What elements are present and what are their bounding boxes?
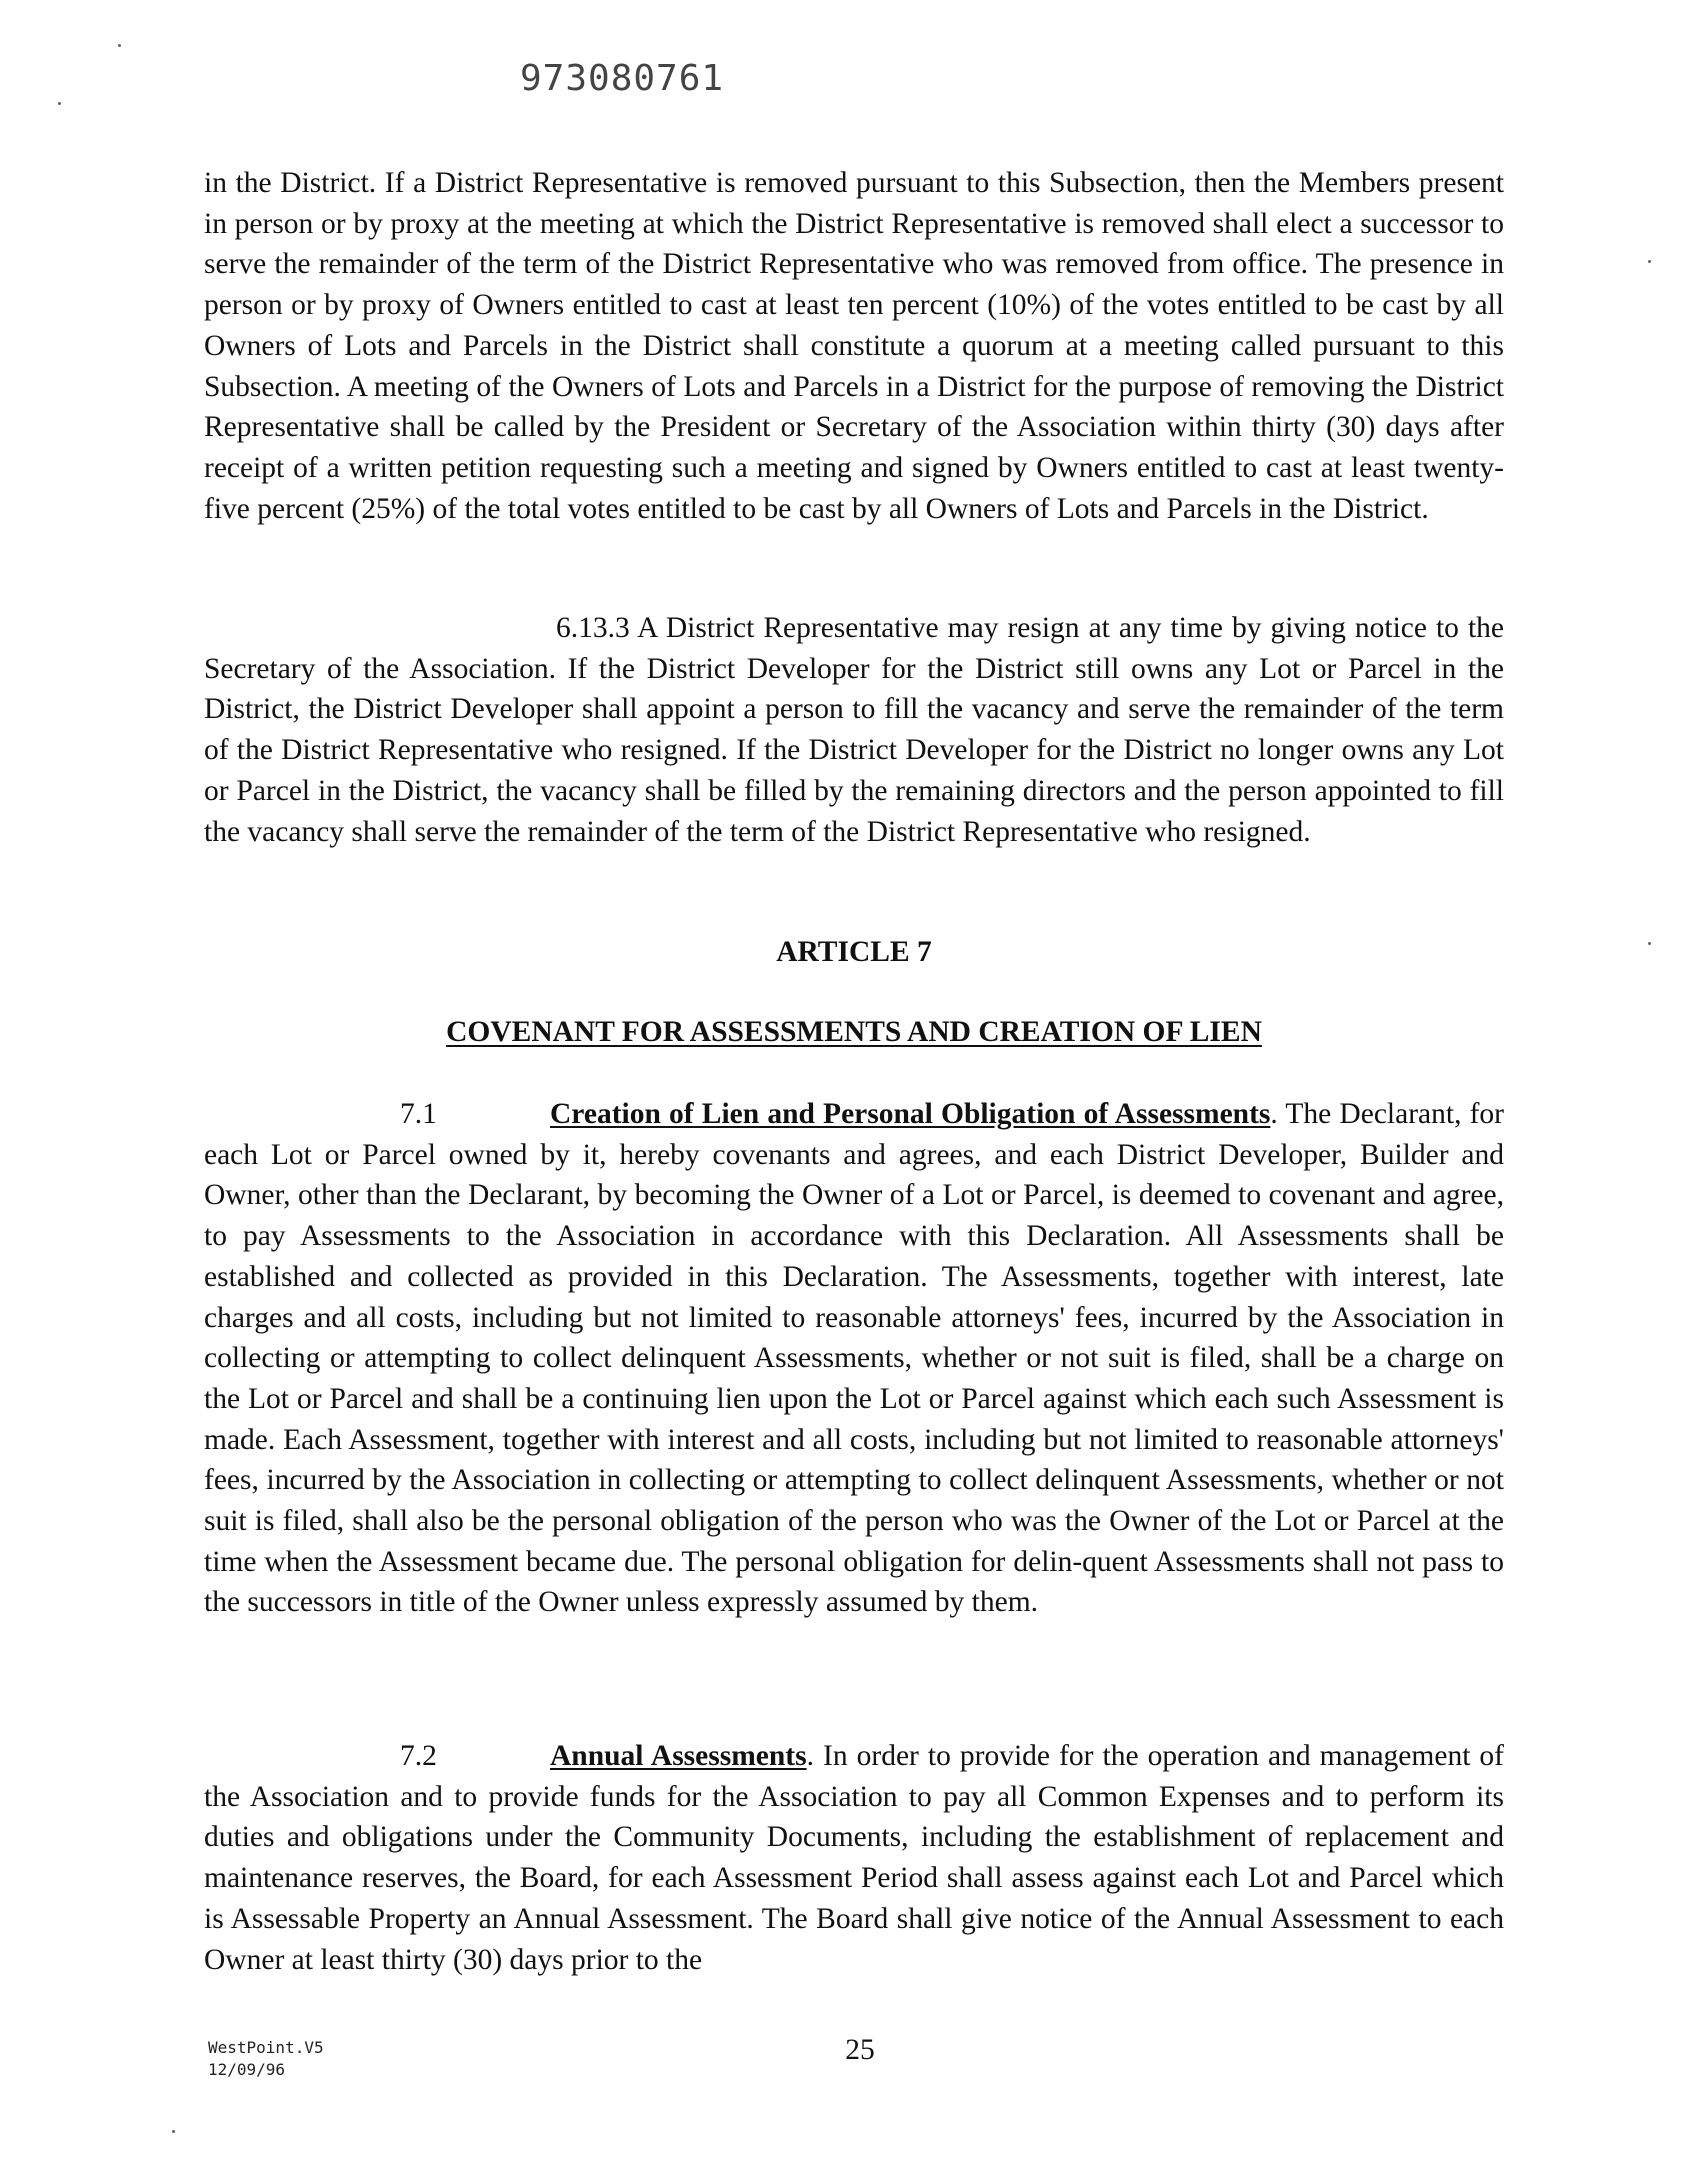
section-7-1 [204,1094,1504,1623]
section-title: Annual Assessments [550,1740,807,1772]
section-text: . The Declarant, for each Lot or Parcel owned by it, hereby covenants and agrees, and each District Developer, Builder and Owner, other than the Declarant, by becoming the Owner of a Lot or Parcel, is deemed to covenant and agree, to pay Assessments to the Association in accordance with this Declaration. All Assessments shall be established and collected as provided in this Declaration. The Assessments, together with interest, late charges and all costs, including but not limited to reasonable attorneys' fees, incurred by the Association in collecting or attempting to collect delinquent Assessments, whether or not suit is filed, shall be a charge on the Lot or Parcel and shall be a continuing lien upon the Lot or Parcel against which each such Assessment is made. Each Assessment, together with interest and all costs, including but not limited to reasonable attorneys' fees, incurred by the Association in collecting or attempting to collect delinquent Assessments, whether or not suit is filed, shall also be the personal obligation of the person who was the Owner of the Lot or Parcel at the time when the Assessment became due. The personal obligation for delin-quent Assessments shall not pass to the successors in title of the Owner unless expressly assumed by them. [204,1098,1504,1619]
section-paragraph [204,1094,1504,1623]
paragraph-district-removal [204,163,1504,529]
scan-speck [1648,260,1651,263]
article-title-text: COVENANT FOR ASSESSMENTS AND CREATION OF LIEN [446,1016,1262,1048]
scan-speck [58,102,61,105]
section-number: 7.2 [400,1740,437,1772]
recording-stamp: 973080761 [520,58,725,99]
section-text: . In order to provide for the operation and management of the Association and to provide funds for the Association to pay all Common Expenses and to perform its duties and obligations under the Community Documents, including the establishment of replacement and maintenance reserves, the Board, for each Assessment Period shall assess against each Lot and Parcel which is Assessable Property an Annual Assessment. The Board shall give notice of the Annual Assessment to each Owner at least thirty (30) days prior to the [204,1740,1505,1976]
paragraph-text: 6.13.3 A District Representative may resign at any time by giving notice to the Secretary of the Association. If the District Developer for the District still owns any Lot or Parcel in the District, the District Developer shall appoint a person to fill the vacancy and serve the remainder of the term of the District Representative who resigned. If the District Developer for the District no longer owns any Lot or Parcel in the District, the vacancy shall be filled by the remaining directors and the person appointed to fill the vacancy shall serve the remainder of the term of the District Representative who resigned. [204,612,1504,848]
scan-speck [118,44,121,47]
section-title: Creation of Lien and Personal Obligation of Assessments [550,1098,1271,1130]
article-heading: ARTICLE 7 [776,936,932,968]
footer-document-id [208,2037,324,2081]
section-7-2 [204,1736,1504,1980]
page-number: 25 [845,2034,875,2066]
article-title [204,1012,1504,1052]
scan-speck [1648,942,1651,945]
paragraph-6-13-3 [204,608,1504,852]
section-paragraph [204,1736,1504,1980]
paragraph-text: in the District. If a District Representative is removed pursuant to this Subsection, then the Members present in person or by proxy at the meeting at which the District Representative is removed shall elect a successor to serve the remainder of the term of the District Representative who was removed from office. The presence in person or by proxy of Owners entitled to cast at least ten percent (10%) of the votes entitled to be cast by all Owners of Lots and Parcels in the District shall constitute a quorum at a meeting called pursuant to this Subsection. A meeting of the Owners of Lots and Parcels in a District for the purpose of removing the District Representative shall be called by the President or Secretary of the Association within thirty (30) days after receipt of a written petition requesting such a meeting and signed by Owners entitled to cast at least twenty-five percent (25%) of the total votes entitled to be cast by all Owners of Lots and Parcels in the District. [204,167,1504,525]
footer-doc-name: WestPoint.V5 [208,2038,324,2057]
section-number: 7.1 [400,1098,437,1130]
scan-speck [172,2130,175,2133]
footer-doc-date: 12/09/96 [208,2060,286,2079]
